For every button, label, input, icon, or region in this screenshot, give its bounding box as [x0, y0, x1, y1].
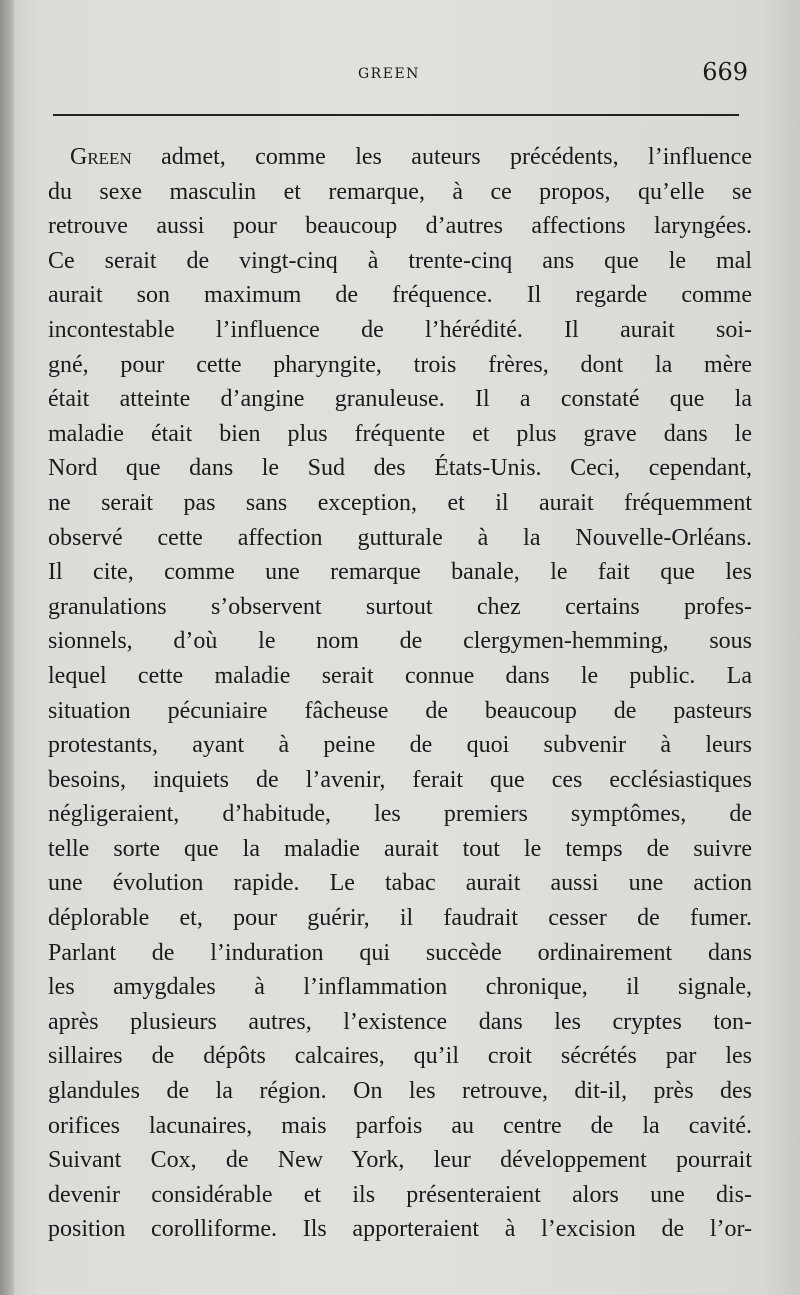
text-line: Parlant de l’induration qui succède ordinairement dans	[48, 939, 752, 966]
text-line: Green admet, comme les auteurs précédents, l’influence	[70, 144, 752, 170]
page-header	[48, 58, 748, 98]
text-line: lequel cette maladie serait connue dans le public. La	[48, 662, 752, 689]
text-line: une évolution rapide. Le tabac aurait aussi une action	[48, 870, 752, 897]
text-line: maladie était bien plus fréquente et plus grave dans le	[48, 420, 752, 447]
text-line: glandules de la région. On les retrouve, dit-il, près des	[48, 1078, 752, 1105]
text-line: granulations s’observent surtout chez certains profes-	[48, 593, 752, 620]
text-line: protestants, ayant à peine de quoi subvenir à leurs	[48, 732, 752, 759]
header-rule	[53, 114, 739, 116]
text-line: ne serait pas sans exception, et il aurait fréquemment	[48, 489, 752, 516]
text-line: position corolliforme. Ils apporteraient à l’excision de l’or-	[48, 1216, 752, 1243]
text-line: orifices lacunaires, mais parfois au centre de la cavité.	[48, 1112, 752, 1139]
text-line: situation pécuniaire fâcheuse de beaucoup de pasteurs	[48, 697, 752, 724]
running-head: GREEN	[358, 66, 420, 82]
author-name-smallcaps: Green	[70, 144, 132, 170]
page-number: 669	[702, 58, 748, 86]
text-line: aurait son maximum de fréquence. Il regarde comme	[48, 282, 752, 309]
text-line: observé cette affection gutturale à la Nouvelle-Orléans.	[48, 524, 752, 551]
text-line: sillaires de dépôts calcaires, qu’il croit sécrétés par les	[48, 1043, 752, 1070]
text-line: était atteinte d’angine granuleuse. Il a constaté que la	[48, 386, 752, 413]
body-text	[48, 140, 752, 1247]
text-line: du sexe masculin et remarque, à ce propos, qu’elle se	[48, 178, 752, 205]
text-line: déplorable et, pour guérir, il faudrait cesser de fumer.	[48, 905, 752, 932]
text-line: après plusieurs autres, l’existence dans les cryptes ton-	[48, 1008, 752, 1035]
text-line: négligeraient, d’habitude, les premiers symptômes, de	[48, 801, 752, 828]
text-line: incontestable l’influence de l’hérédité. Il aurait soi-	[48, 316, 752, 343]
page-gutter-shadow	[0, 0, 14, 1295]
text-line: gné, pour cette pharyngite, trois frères, dont la mère	[48, 351, 752, 378]
text-line: Ce serait de vingt-cinq à trente-cinq ans que le mal	[48, 247, 752, 274]
text-line: Il cite, comme une remarque banale, le fait que les	[48, 559, 752, 586]
text-line: besoins, inquiets de l’avenir, ferait que ces ecclésiastiques	[48, 766, 752, 793]
text-line: devenir considérable et ils présenteraient alors une dis-	[48, 1181, 752, 1208]
text-line: les amygdales à l’inflammation chronique, il signale,	[48, 974, 752, 1001]
text-line: retrouve aussi pour beaucoup d’autres affections laryngées.	[48, 213, 752, 240]
text-line: Nord que dans le Sud des États-Unis. Ceci, cependant,	[48, 455, 752, 482]
text-line: telle sorte que la maladie aurait tout le temps de suivre	[48, 835, 752, 862]
text-line: sionnels, d’où le nom de clergymen-hemming, sous	[48, 628, 752, 655]
text-line: Suivant Cox, de New York, leur développement pourrait	[48, 1147, 752, 1174]
